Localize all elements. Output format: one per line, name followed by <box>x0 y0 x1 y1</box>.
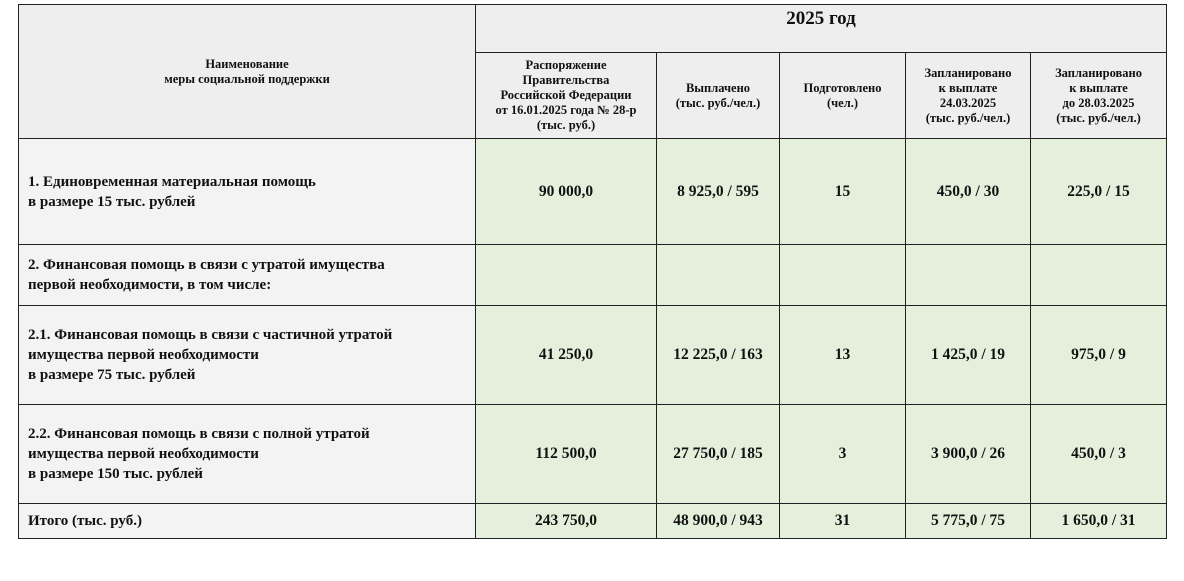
cell-planned-2803 <box>1031 245 1167 306</box>
cell-paid <box>657 245 780 306</box>
cell-planned-2403: 450,0 / 30 <box>906 139 1031 245</box>
cell-planned-2403 <box>906 245 1031 306</box>
row-name: 1. Единовременная материальная помощь в размере 15 тыс. рублей <box>19 139 476 245</box>
cell-decree: 41 250,0 <box>476 306 657 405</box>
table-row <box>19 139 1167 245</box>
table-row <box>19 306 1167 405</box>
total-paid: 48 900,0 / 943 <box>657 504 780 539</box>
header-col-planned-2403: Запланировано к выплате 24.03.2025 (тыс. руб./чел.) <box>906 53 1031 139</box>
table-row <box>19 405 1167 504</box>
row-name: 2.1. Финансовая помощь в связи с частичной утратой имущества первой необходимости в размере 75 тыс. рублей <box>19 306 476 405</box>
header-col-paid: Выплачено (тыс. руб./чел.) <box>657 53 780 139</box>
header-col-decree: Распоряжение Правительства Российской Федерации от 16.01.2025 года № 28-р (тыс. руб.) <box>476 53 657 139</box>
cell-planned-2403: 3 900,0 / 26 <box>906 405 1031 504</box>
total-decree: 243 750,0 <box>476 504 657 539</box>
table-row <box>19 245 1167 306</box>
header-year: 2025 год <box>476 5 1167 53</box>
cell-planned-2803: 450,0 / 3 <box>1031 405 1167 504</box>
cell-prepared <box>780 245 906 306</box>
cell-planned-2803: 975,0 / 9 <box>1031 306 1167 405</box>
cell-decree <box>476 245 657 306</box>
header-col-planned-2803: Запланировано к выплате до 28.03.2025 (тыс. руб./чел.) <box>1031 53 1167 139</box>
social-support-table <box>18 4 1167 539</box>
cell-paid: 8 925,0 / 595 <box>657 139 780 245</box>
cell-paid: 27 750,0 / 185 <box>657 405 780 504</box>
cell-decree: 112 500,0 <box>476 405 657 504</box>
total-prepared: 31 <box>780 504 906 539</box>
total-planned-2403: 5 775,0 / 75 <box>906 504 1031 539</box>
cell-prepared: 13 <box>780 306 906 405</box>
cell-prepared: 15 <box>780 139 906 245</box>
row-name: 2. Финансовая помощь в связи с утратой имущества первой необходимости, в том числе: <box>19 245 476 306</box>
total-row <box>19 504 1167 539</box>
header-measure-name: Наименование меры социальной поддержки <box>19 5 476 139</box>
cell-prepared: 3 <box>780 405 906 504</box>
header-col-prepared: Подготовлено (чел.) <box>780 53 906 139</box>
cell-paid: 12 225,0 / 163 <box>657 306 780 405</box>
total-planned-2803: 1 650,0 / 31 <box>1031 504 1167 539</box>
total-label: Итого (тыс. руб.) <box>19 504 476 539</box>
cell-planned-2803: 225,0 / 15 <box>1031 139 1167 245</box>
row-name: 2.2. Финансовая помощь в связи с полной утратой имущества первой необходимости в размере 150 тыс. рублей <box>19 405 476 504</box>
cell-decree: 90 000,0 <box>476 139 657 245</box>
header-row-year <box>19 5 1167 53</box>
cell-planned-2403: 1 425,0 / 19 <box>906 306 1031 405</box>
